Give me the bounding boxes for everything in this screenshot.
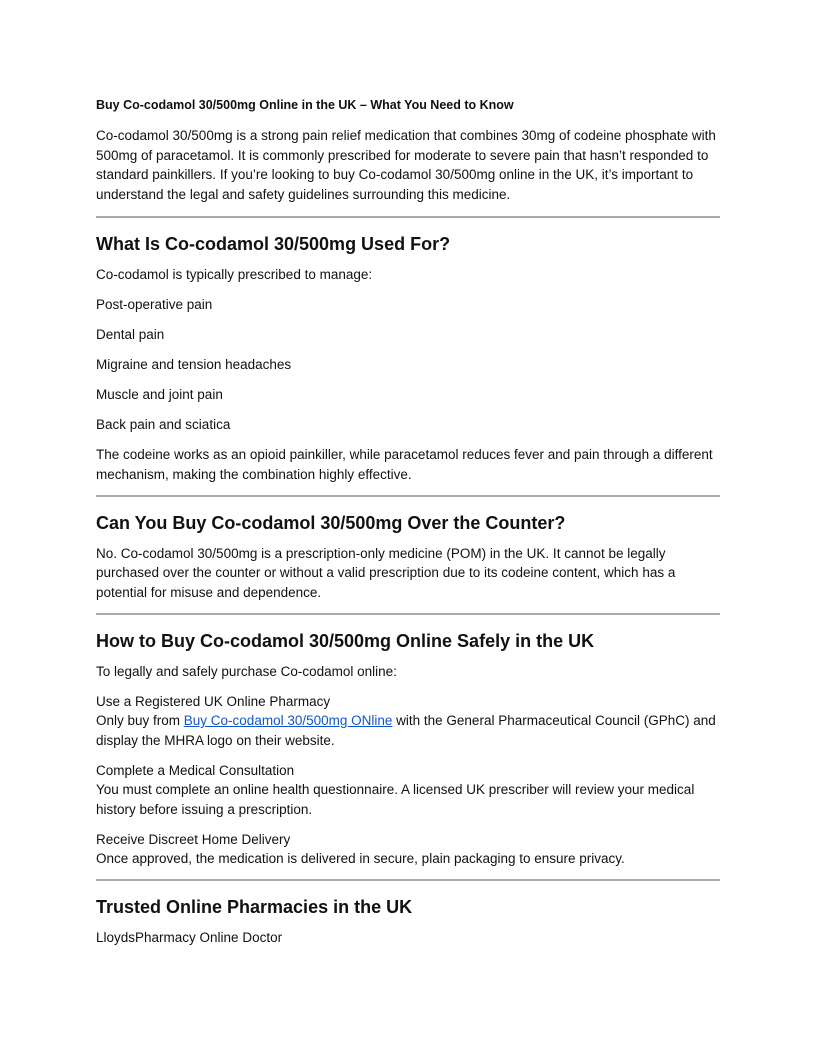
otc-heading: Can You Buy Co-codamol 30/500mg Over the Counter?: [96, 512, 566, 533]
uses-item: Post-operative pain: [96, 297, 213, 312]
howto-step: [96, 692, 720, 751]
uses-item: Dental pain: [96, 327, 165, 342]
uses-lead: Co-codamol is typically prescribed to manage:: [96, 267, 373, 282]
section-divider: [96, 495, 720, 497]
step-body: You must complete an online health questionnaire. A licensed UK prescriber will review your medical history before issuing a prescription.: [96, 782, 695, 817]
uses-item: Muscle and joint pain: [96, 387, 223, 402]
trusted-item: LloydsPharmacy Online Doctor: [96, 930, 283, 945]
howto-lead: To legally and safely purchase Co-codamol online:: [96, 663, 397, 679]
uses-closing: The codeine works as an opioid painkiller, while paracetamol reduces fever and pain through a different mechanism, making the combination highly effective.: [96, 447, 713, 482]
section-divider: [96, 879, 720, 881]
howto-step: [96, 830, 720, 869]
document-title: Buy Co-codamol 30/500mg Online in the UK – What You Need to Know: [96, 98, 514, 112]
intro-paragraph: Co-codamol 30/500mg is a strong pain relief medication that combines 30mg of codeine phosphate with 500mg of paracetamol. It is commonly prescribed for moderate to severe pain that hasn’t responded to standard painkillers. If you’re looking to buy Co-codamol 30/500mg online in the UK, it’s important to understand the legal and safety guidelines surrounding this medicine.: [96, 128, 716, 202]
section-divider: [96, 613, 720, 615]
step-body-suffix: with the General Pharmaceutical Council (GPhC) and display the MHRA logo on their website.: [96, 713, 716, 748]
step-body: Once approved, the medication is delivered in secure, plain packaging to ensure privacy.: [96, 851, 625, 866]
step-body-prefix: Only buy from: [96, 713, 184, 728]
step-title: Receive Discreet Home Delivery: [96, 831, 291, 847]
otc-body: No. Co-codamol 30/500mg is a prescription-only medicine (POM) in the UK. It cannot be legally purchased over the counter or without a valid prescription due to its codeine content, which has a potential for misuse and dependence.: [96, 545, 676, 600]
step-title: Complete a Medical Consultation: [96, 762, 295, 778]
pharmacy-link[interactable]: Buy Co-codamol 30/500mg ONline: [183, 713, 393, 728]
howto-step: [96, 761, 720, 820]
section-divider: [96, 216, 720, 218]
document-page: [96, 96, 720, 958]
step-title: Use a Registered UK Online Pharmacy: [96, 693, 331, 709]
howto-heading: How to Buy Co-codamol 30/500mg Online Safely in the UK: [96, 630, 595, 651]
uses-heading: What Is Co-codamol 30/500mg Used For?: [96, 234, 451, 254]
trusted-heading: Trusted Online Pharmacies in the UK: [96, 897, 413, 917]
uses-item: Migraine and tension headaches: [96, 357, 292, 372]
uses-item: Back pain and sciatica: [96, 417, 231, 432]
